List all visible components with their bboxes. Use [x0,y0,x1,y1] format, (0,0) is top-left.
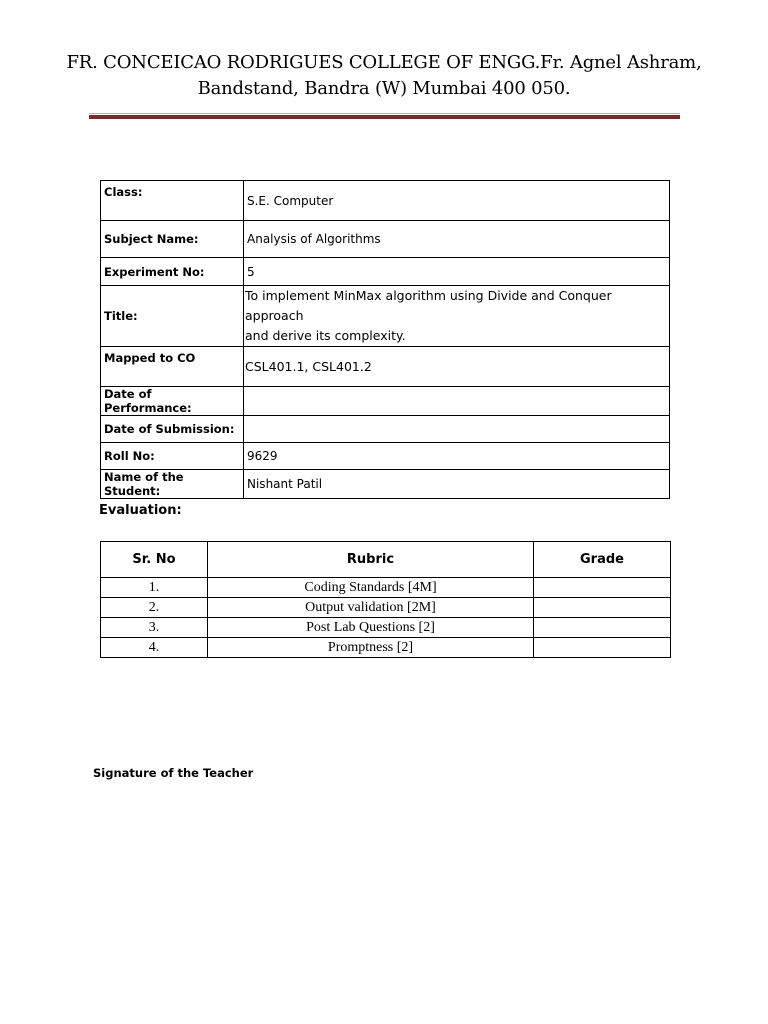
info-row-class [101,181,670,221]
info-row-student [101,470,670,499]
rubric-row [101,618,671,638]
class-label: Class: [101,181,244,221]
rubric-header-row [101,542,671,578]
evaluation-heading: Evaluation: [99,503,182,518]
college-header [0,50,768,102]
sr-no-header: Sr. No [101,542,208,578]
rubric-row [101,638,671,658]
info-row-title [101,286,670,347]
rubric-sr-no: 2. [101,598,208,618]
rubric-criterion: Promptness [2] [208,638,534,658]
teacher-signature-label: Signature of the Teacher [93,766,254,780]
rubric-sr-no: 1. [101,578,208,598]
header-divider-thin [89,113,680,114]
header-line-1: FR. CONCEICAO RODRIGUES COLLEGE OF ENGG.Fr. Agnel Ashram, [66,52,702,73]
rubric-grade [534,638,671,658]
rubric-grade [534,578,671,598]
co-label: Mapped to CO [101,347,244,387]
title-value-line-2: and derive its complexity. [245,328,406,343]
title-value-line-1: To implement MinMax algorithm using Divide and Conquer approach [245,288,612,323]
info-row-roll [101,443,670,470]
rubric-sr-no: 4. [101,638,208,658]
title-label: Title: [101,286,244,347]
subject-label: Subject Name: [101,221,244,258]
rubric-grade [534,598,671,618]
header-line-2: Bandstand, Bandra (W) Mumbai 400 050. [197,78,571,99]
grade-header: Grade [534,542,671,578]
student-label: Name of the Student: [101,470,244,499]
performance-label: Date of Performance: [101,387,244,416]
experiment-value: 5 [244,258,670,286]
info-row-submission [101,416,670,443]
rubric-criterion: Coding Standards [4M] [208,578,534,598]
title-value [244,286,670,347]
roll-value: 9629 [244,443,670,470]
rubric-table [100,541,671,658]
rubric-grade [534,618,671,638]
submission-value [244,416,670,443]
info-row-subject [101,221,670,258]
experiment-info-table [100,180,670,499]
info-row-experiment [101,258,670,286]
rubric-criterion: Post Lab Questions [2] [208,618,534,638]
rubric-header: Rubric [208,542,534,578]
rubric-row [101,598,671,618]
roll-label: Roll No: [101,443,244,470]
rubric-criterion: Output validation [2M] [208,598,534,618]
info-row-performance [101,387,670,416]
rubric-sr-no: 3. [101,618,208,638]
experiment-label: Experiment No: [101,258,244,286]
header-divider-thick [89,115,680,119]
co-value: CSL401.1, CSL401.2 [244,347,670,387]
rubric-row [101,578,671,598]
submission-label: Date of Submission: [101,416,244,443]
performance-value [244,387,670,416]
student-value: Nishant Patil [244,470,670,499]
class-value: S.E. Computer [244,181,670,221]
info-row-co [101,347,670,387]
subject-value: Analysis of Algorithms [244,221,670,258]
